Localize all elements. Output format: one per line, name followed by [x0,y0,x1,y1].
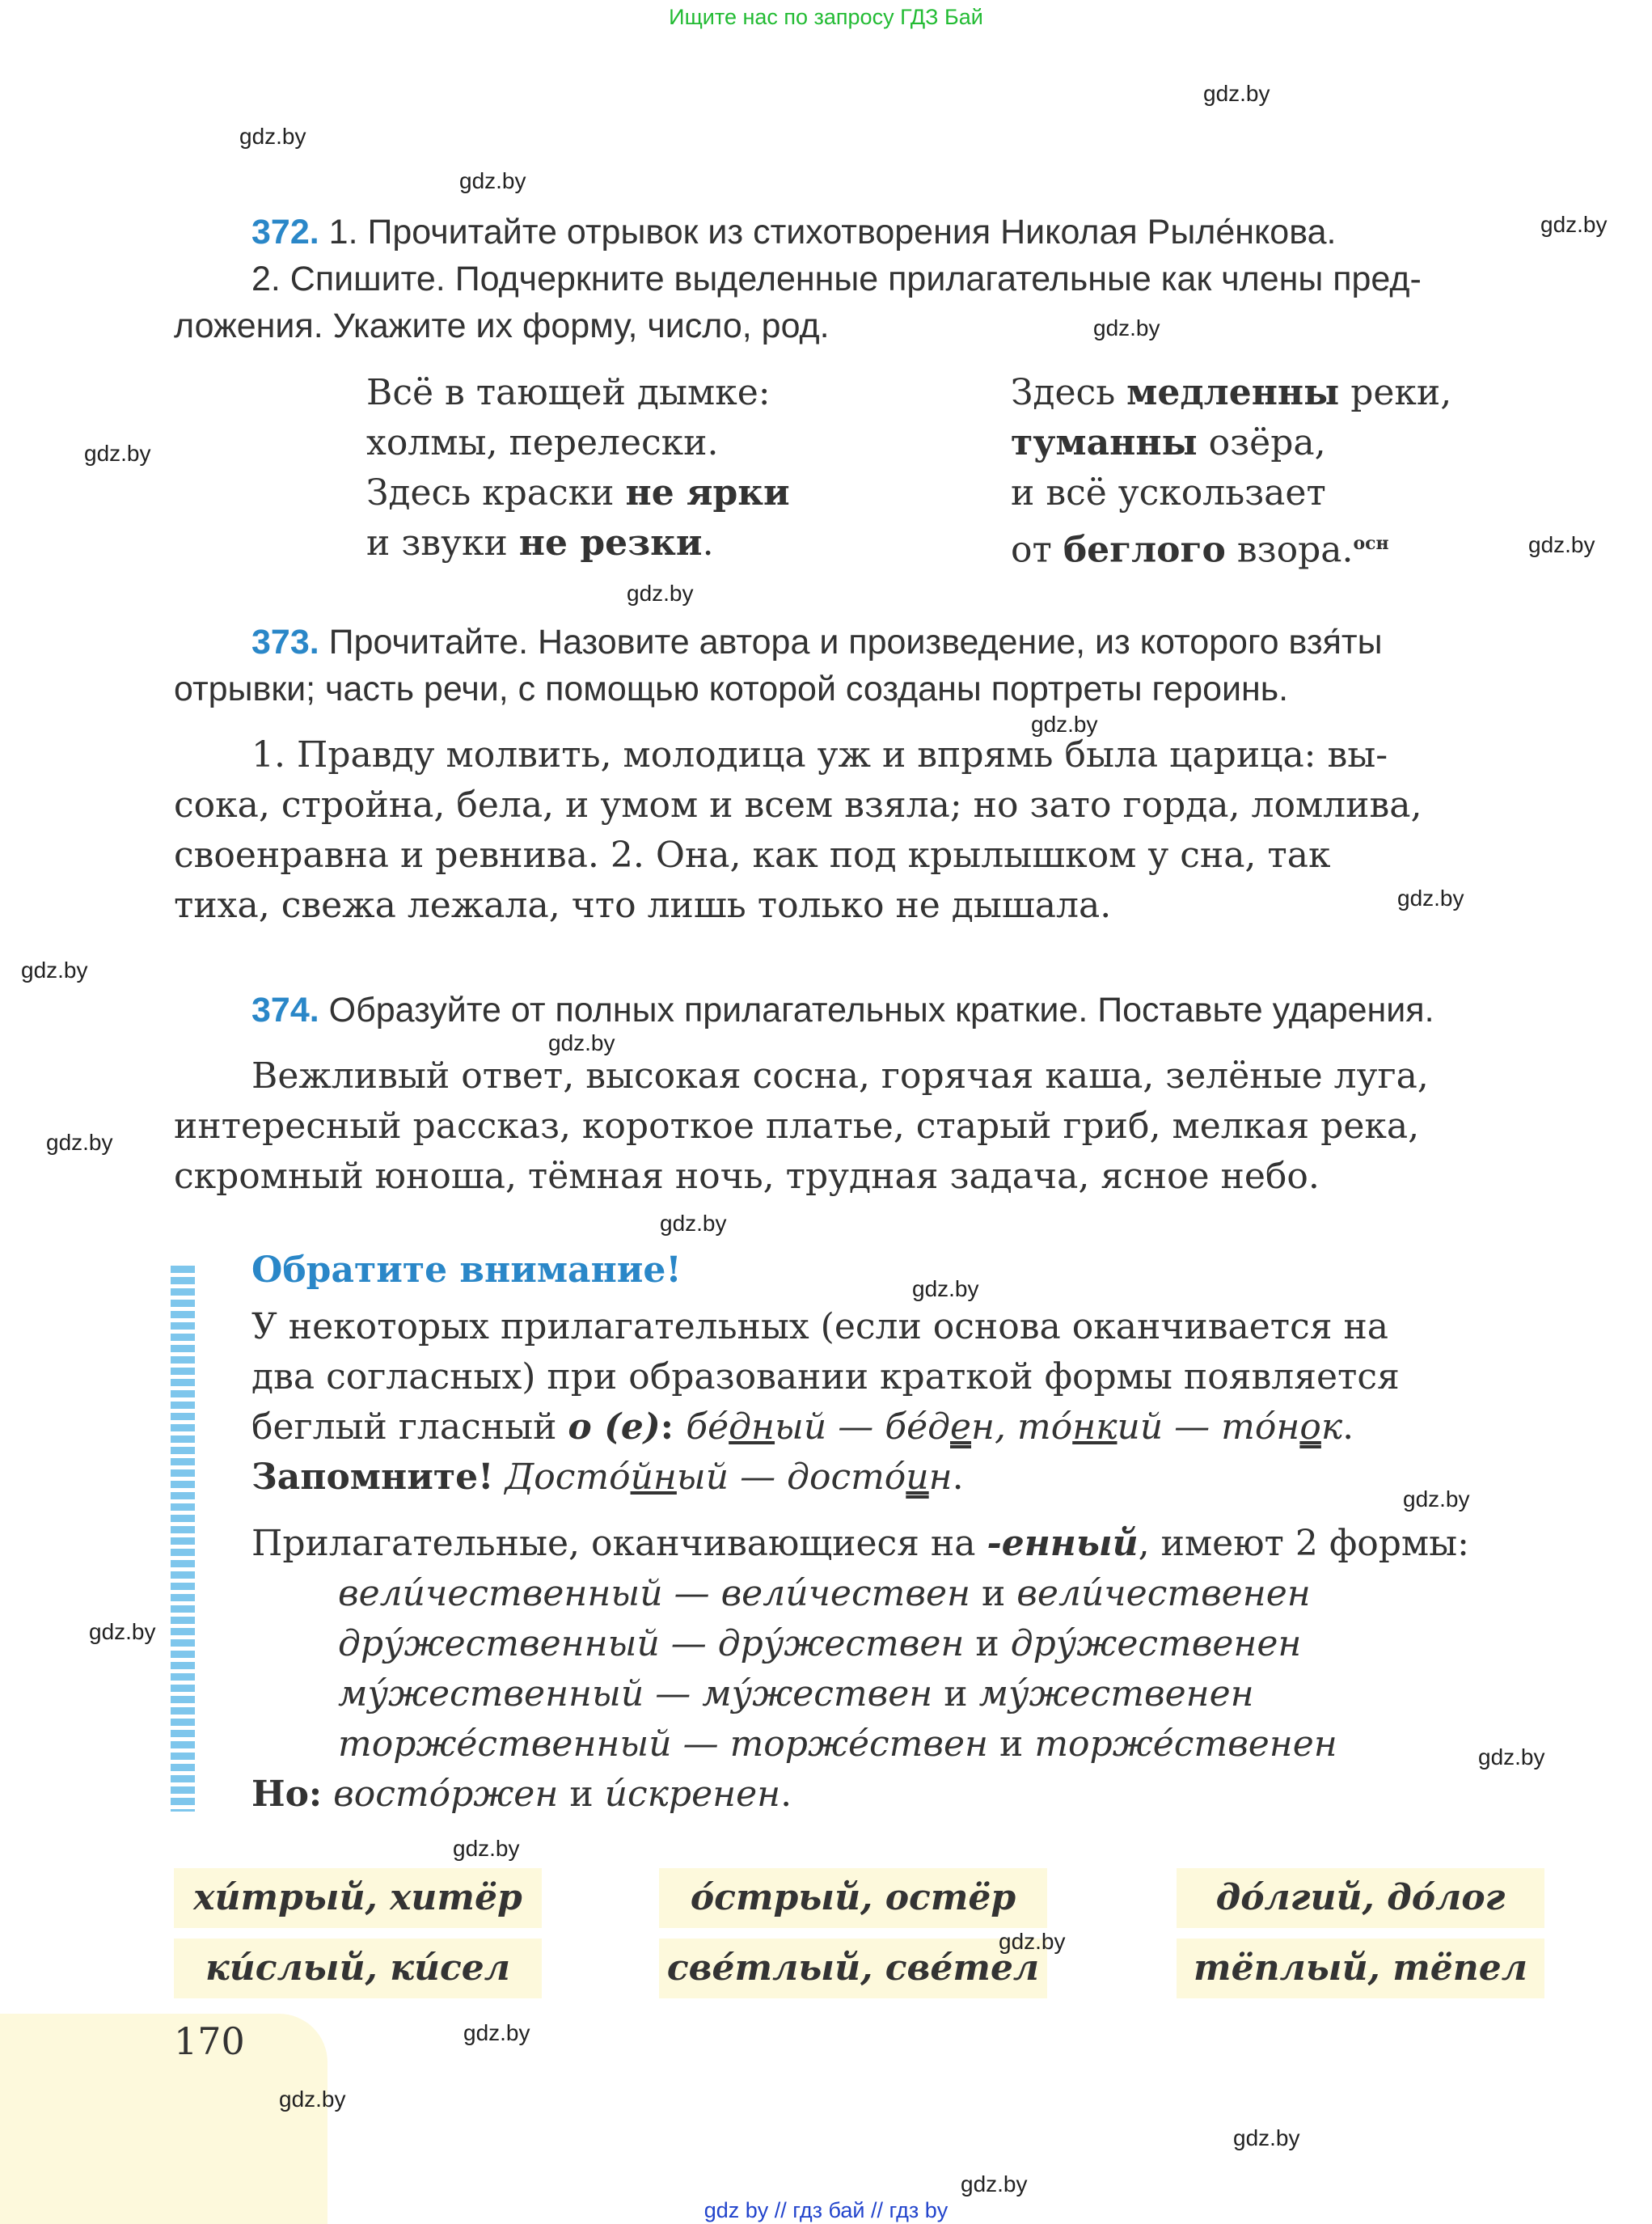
page-corner-decoration [0,2014,327,2224]
word-box: тёплый, тёпел [1177,1939,1544,1998]
note-text: , имеют 2 формы: [1138,1523,1469,1564]
consonant-cluster: нк [1072,1406,1118,1448]
footer-links-note: gdz by // гдз бай // гдз by [703,2198,949,2222]
word-part: то́н [1221,1406,1300,1448]
dash: — [1163,1406,1222,1448]
exercise-373-text-line: сока, стройна, бела, и умом и всем взяла; но зато горда, ломлива, [174,784,1422,826]
poem-text: реки, [1339,372,1452,413]
poem-text: и звуки [366,522,519,564]
short-form-alt: му́жественен [978,1673,1254,1715]
watermark: gdz.by [1093,315,1160,340]
conjunction: и [964,1623,1011,1664]
highlighted-adjective: медленны [1126,372,1340,413]
exercise-373-text-line: своенравна и ревнива. 2. Она, как под крылышком у сна, так [174,835,1331,876]
watermark: gdz.by [459,168,526,193]
exercise-instruction: 1. Прочитайте отрывок из стихотворения Николая Рыле́нкова. [328,213,1337,252]
enny-example-row [338,1719,1337,1769]
poem-line [366,518,790,569]
punctuation: : [660,1406,687,1448]
note-text: беглый гласный [251,1406,568,1448]
note-text-line: У некоторых прилагательных (если основа оканчивается на [251,1306,1389,1347]
poem-text: озёра, [1197,422,1326,463]
word-part: Досто́ [505,1457,631,1498]
period: . [1342,1406,1354,1448]
conjunction: и [970,1573,1017,1614]
poem-left-column [366,368,790,569]
word-part: ый [775,1406,827,1448]
conjunction: и [558,1774,605,1815]
watermark: gdz.by [84,441,151,466]
full-form: торже́ственный [338,1723,672,1765]
comma: , [995,1406,1018,1448]
period: . [952,1457,964,1498]
watermark: gdz.by [89,1619,156,1644]
poem-text: Здесь [1011,372,1127,413]
word-part: ий [1117,1406,1164,1448]
exercise-372-line2: 2. Спишите. Подчеркните выделенные прилагательные как члены пред- [251,260,1422,298]
highlighted-adjective: беглого [1063,529,1226,571]
poem-line [1011,418,1451,468]
exercise-373-text-line: 1. Правду молвить, молодица уж и впрямь была царица: вы- [251,734,1388,776]
poem-line: и всё ускользает [1011,472,1326,514]
watermark: gdz.by [1233,2125,1300,2150]
dash: — [659,1623,718,1664]
word-part: к [1320,1406,1343,1448]
watermark: gdz.by [1397,886,1464,911]
conjunction: и [932,1673,979,1715]
word-box: хи́трый, хитёр [174,1868,542,1928]
short-form: му́жествен [702,1673,933,1715]
exercise-instruction: Образуйте от полных прилагательных краткие. Поставьте ударения. [328,991,1434,1030]
poem-line: Всё в тающей дымке: [366,372,771,413]
watermark: gdz.by [279,2087,346,2112]
short-form: дру́жествен [717,1623,965,1664]
poem-line [1011,518,1451,576]
watermark: gdz.by [46,1130,113,1155]
exception-word: и́скренен [604,1774,781,1815]
word-box: ки́слый, ки́сел [174,1939,542,1998]
poem-text: от [1011,529,1063,571]
exercise-instruction: Прочитайте. Назовите автора и произведение, из которого взя́ты [328,623,1383,662]
watermark: gdz.by [1203,81,1270,106]
highlighted-adjective: туманны [1011,422,1198,463]
dash: — [826,1406,885,1448]
note-text-line: два согласных) при образовании краткой формы появляется [251,1356,1400,1397]
dash: — [662,1573,721,1614]
watermark: gdz.by [1540,212,1608,237]
short-form-alt: торже́ственен [1034,1723,1337,1765]
note-title: Обратите внимание! [251,1249,682,1291]
exercise-373-line1 [251,619,1383,666]
note-text-line-examples [251,1402,1354,1452]
word-box: до́лгий, до́лог [1177,1868,1544,1928]
exercise-number: 374. [251,991,319,1030]
period: . [780,1774,792,1815]
watermark: gdz.by [548,1030,615,1055]
full-form: вели́чественный [338,1573,663,1614]
vowel-mark: и [906,1457,929,1498]
enny-example-row [338,1669,1254,1719]
full-form: му́жественный [338,1673,644,1715]
word-part: ый [676,1457,729,1498]
exercise-373-text-line: тиха, свежа лежала, что лишь только не дышала. [174,885,1112,926]
poem-right-column [1011,368,1451,576]
exercise-372-line1 [251,209,1336,256]
exercise-number: 373. [251,623,319,662]
note-enny-line [251,1519,1469,1569]
short-form: торже́ствен [729,1723,989,1765]
exercise-number: 372. [251,213,319,252]
fleeting-vowel: о (е) [568,1406,661,1448]
source-superscript: осн [1353,533,1389,554]
enny-example-row [338,1569,1311,1619]
consonant-cluster: дн [729,1406,775,1448]
exercise-374-text-line: интересный рассказ, короткое платье, старый гриб, мелкая река, [174,1106,1420,1147]
watermark: gdz.by [660,1211,727,1236]
poem-line: холмы, перелески. [366,422,719,463]
remember-label: Запомните! [251,1457,494,1498]
but-label: Но: [251,1774,323,1815]
poem-text: взора. [1225,529,1354,571]
short-form: вели́чествен [720,1573,970,1614]
note-stripe-bar [171,1262,195,1812]
word-box: све́тлый, све́тел [659,1939,1047,1998]
exception-word: восто́ржен [333,1774,559,1815]
watermark: gdz.by [627,581,694,606]
enny-example-row [338,1619,1301,1669]
note-text: Прилагательные, оканчивающиеся на [251,1523,987,1564]
watermark: gdz.by [463,2020,530,2045]
note-remember-line [251,1452,964,1503]
full-form: дру́жественный [338,1623,660,1664]
watermark: gdz.by [453,1836,520,1861]
highlighted-adjective: не резки [518,522,703,564]
word-part: н [971,1406,995,1448]
exercise-374-text-line: скромный юноша, тёмная ночь, трудная задача, ясное небо. [174,1156,1320,1197]
exercise-373-line2: отрывки; часть речи, с помощью которой созданы портреты героинь. [174,670,1289,708]
dash: — [729,1457,788,1498]
watermark: gdz.by [1403,1486,1470,1512]
word-box: о́стрый, остёр [659,1868,1047,1928]
search-hint-note: Ищите нас по запросу ГДЗ Бай [669,5,983,29]
watermark: gdz.by [239,124,306,149]
fleeting-vowel-mark: е [950,1406,972,1448]
poem-line [366,468,790,518]
watermark: gdz.by [21,958,88,983]
note-but-line [251,1769,792,1820]
exercise-372-line3: ложения. Укажите их форму, число, род. [174,307,830,345]
word-part: бе́ [686,1406,729,1448]
exercise-374-line1 [251,987,1434,1034]
watermark: gdz.by [961,2171,1028,2197]
word-part: н [928,1457,953,1498]
watermark: gdz.by [1031,712,1098,737]
word-part: то́ [1017,1406,1073,1448]
watermark: gdz.by [912,1276,979,1301]
poem-text: Здесь краски [366,472,626,514]
dash: — [644,1673,703,1715]
poem-line [1011,368,1451,418]
short-form-alt: вели́чественен [1016,1573,1311,1614]
conjunction: и [988,1723,1035,1765]
watermark: gdz.by [1478,1744,1545,1769]
exercise-374-text-line: Вежливый ответ, высокая сосна, горячая каша, зелёные луга, [251,1055,1429,1097]
dash: — [671,1723,730,1765]
word-part: бе́д [885,1406,950,1448]
page-number: 170 [174,2019,245,2063]
short-form-alt: дру́жественен [1010,1623,1302,1664]
highlighted-adjective: не ярки [625,472,790,514]
watermark: gdz.by [999,1929,1066,1954]
suffix: -енный [987,1523,1139,1564]
consonant-cluster: йн [630,1457,677,1498]
word-part: досто́ [787,1457,906,1498]
poem-text: . [702,522,714,564]
watermark: gdz.by [1528,532,1595,557]
fleeting-vowel-mark: о [1299,1406,1321,1448]
